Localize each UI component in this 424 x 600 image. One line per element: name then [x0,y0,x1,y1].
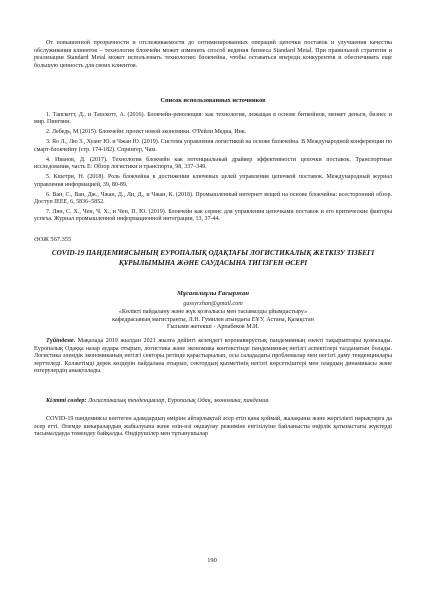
keywords-text: Логистикалық тенденциялар, Еуропалық Одақ, экономика, пандемия. [86,398,270,404]
page-number: 190 [207,557,217,564]
author-affiliation [34,309,392,332]
abstract-text: Мақалада 2019 жылдан 2021 жылға дейінгі кезеңдегі коронавирустық пандемияның өзекті тақырыптары қозғалады. Еуропалық Одаққа назар аудара отырып, логистика және экономика контекстінде пандемияның негізгі аспектілері талданатын болады. Логистика әлемдік экономиканың негізгі секторы ретінде қарастырылып, осы салададағы проблемалар мен негізгі даму тенденциялары зерттеледі. Қолжетімді дерек көздерін пайдалана отырып, сектордың қызметінің негізгі көрсеткіштері мен олардың динамикасы және өзгерулердің анықталады. [34,338,392,375]
references-list [34,112,392,226]
keywords-label: Кілтті сөздер: [46,398,87,404]
keywords [34,398,392,406]
top-paragraph: От повышенной прозрачности и отслеживаемости до оптимизированных операций цепочки поставок и улучшения качества обслуживания клиентов – технология блокчейн может изменить способ ведения бизнеса Standard Metal. При правильной стратегии и реализации Standard Metal может использовать технологию блокчейна, чтобы оставаться впереди конкурентов и обеспечивать еще большую ценность для своих клиентов. [34,40,392,69]
intro-paragraph: COVID-19 пандемиясы көптеген адамдардың өміріне айтарлықтай әсер етіп қана қоймай, жалақыны және жергілікті нарықтарға да әсер етті. Әлемде шекаралардың жабылуына және өзін-өзі оқшаулау режиміне енгізілуіне байланысты өңірлік қатынастағы жүктерді тасымалдауда төмендеу байқалды. Өндірушілер мен тұтынушылар [34,416,392,438]
reference-item: 1. Тапскотт, Д., и Тапскотт, А. (2016). Блокчейн-революция: как технология, лежащая в основе биткойнов, меняет деньги, бизнес и мир. Пингвин. [34,112,392,126]
abstract-label: Түйіндеме. [46,338,76,344]
abstract [34,338,392,376]
reference-item: 4. Иванов, Д. (2017). Технология блокчейн как потенциальный драйвер эффективности цепочки поставок. Транспортные исследования, часть Е: Обзор логистики и транспорта, 98, 337–349. [34,156,392,171]
author-email: gassyrzhan@gmail.com [183,300,243,307]
affiliation-line: кафедрасының магистранты, Л.Н. Гумилев атындағы ЕҰУ, Астана, Қазақстан [112,316,314,323]
reference-item: 7. Лян, С. Х., Чен, Ч. Х., и Чен, П. Ю. (2019). Блокчейн как сервис для управления цепочками поставок и его критические факторы успеха. Журнал промышленной информационной интеграции, 13, 37-44. [34,209,392,223]
affiliation-line: «Көлікті пайдалану және жүк қозғалысы мен тасымалды ұйымдастыру» [118,309,308,315]
reference-item: 5. Кшетри, Н. (2018). Роль блокчейна в достижении ключевых целей управления цепочкой поставок. Международный журнал управления информацией, 39, 80-89. [34,174,392,188]
references-heading: Список использованных источников [160,97,266,104]
affiliation-line: Ғылыми жетекші - Арпабеков М.И. [166,324,260,331]
udk-code: ӘОЖ 567.355 [34,236,72,243]
reference-item: 3. Яо Л., Лю З., Хуанг Ю. и Чжан Ю. (2019). Система управления логистикой на основе блокчейна. В Международной конференции по смарт-блокчейну (стр. 174-182). Спрингер, Чам. [34,139,392,153]
reference-item: 2. Лебедь, М (2015). Блокчейн: проект новой экономики. О'Рейли Медиа, Инк. [46,129,247,136]
reference-item: 6. Ван, С., Ван, Дж., Чжан, Д., Ли, Д., и Чжан, К. (2018). Промышленный интернет вещей на основе блокчейна: всесторонний обзор. Доступ IEEE, 6, 5836–5852. [34,191,392,206]
article-title: COVID-19 ПАНДЕМИЯСЫНЫҢ ЕУРОПАЛЫҚ ОДАҚТАҒЫ ЛОГИСТИКАЛЫҚ ЖЕТКІЗУ ТІЗБЕГІ ҚҰРЫЛЫМЫНА ЖӘНЕ САУДАСЫНА ТИГІЗГЕН ӘСЕРІ [51,249,375,267]
author-name: Мұсағалиұлы Ғасыржан [177,290,249,297]
